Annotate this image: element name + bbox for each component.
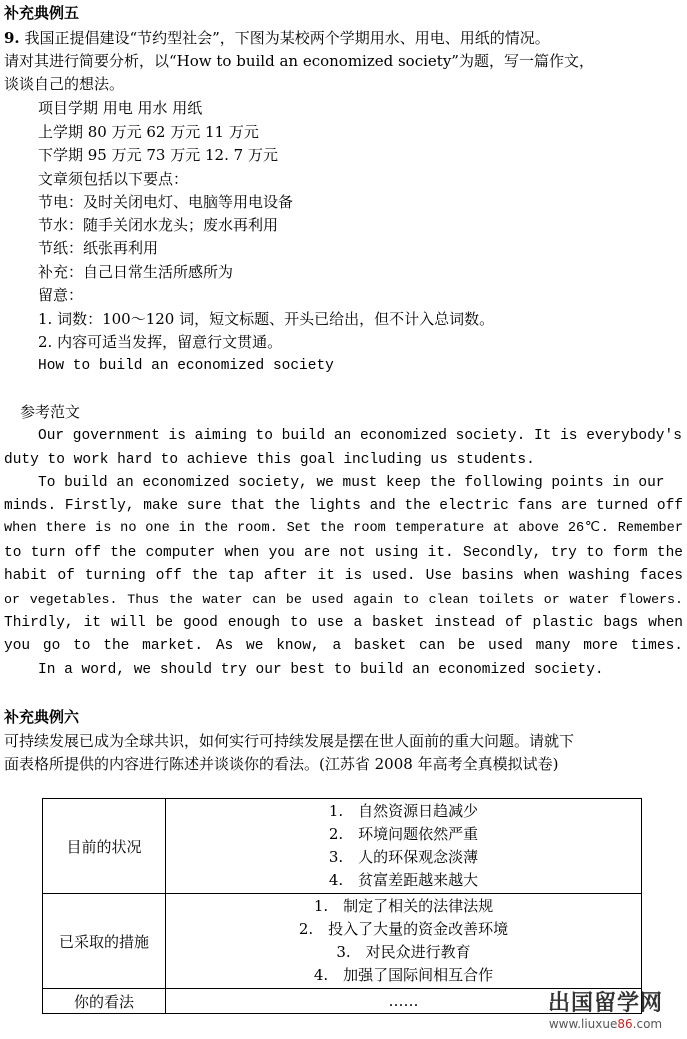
measures-items bbox=[166, 894, 642, 989]
example6-heading: 补充典例六 bbox=[4, 708, 80, 726]
current-situation-items bbox=[166, 799, 642, 894]
model-essay-label: 参考范文 bbox=[20, 403, 81, 421]
note-content: 2. 内容可适当发挥，留意行文贯通。 bbox=[38, 333, 283, 351]
list-item: 4. 加强了国际间相互合作 bbox=[313, 966, 494, 984]
list-item: 2. 环境问题依然严重 bbox=[328, 825, 479, 843]
table-row bbox=[43, 894, 642, 989]
list-item: 3. 人的环保观念淡薄 bbox=[328, 848, 479, 866]
usage-row-second-term: 下学期 95 万元 73 万元 12. 7 万元 bbox=[38, 146, 278, 164]
points-intro: 文章须包括以下要点： bbox=[38, 170, 189, 188]
example6-intro-2: 面表格所提供的内容进行陈述并谈谈你的看法。(江苏省 2008 年高考全真模拟试卷) bbox=[4, 755, 559, 773]
model-line: you go to the market. As we know, a basket can be used many more times. bbox=[4, 638, 683, 654]
list-item: 2. 投入了大量的资金改善环境 bbox=[298, 920, 509, 938]
table-row bbox=[43, 799, 642, 894]
point-supplement: 补充：自己日常生活所感所为 bbox=[38, 263, 234, 281]
note-word-count: 1. 词数：100～120 词，短文标题、开头已给出，但不计入总词数。 bbox=[38, 310, 495, 328]
example5-heading: 补充典例五 bbox=[4, 4, 80, 22]
model-line: to turn off the computer when you are not using it. Secondly, try to form the bbox=[4, 545, 683, 561]
watermark-title: 出国留学网 bbox=[547, 991, 663, 1016]
model-line: To build an economized society, we must keep the following points in our bbox=[38, 475, 665, 491]
site-watermark bbox=[548, 986, 663, 1031]
question-line-3: 谈谈自己的想法。 bbox=[4, 75, 125, 93]
question-line-2: 请对其进行简要分析，以“How to build an economized society”为题，写一篇作文， bbox=[4, 52, 594, 70]
question-number: 9. bbox=[4, 29, 20, 47]
list-item: 3. 对民众进行教育 bbox=[336, 943, 471, 961]
usage-row-first-term: 上学期 80 万元 62 万元 11 万元 bbox=[38, 123, 259, 141]
point-electricity: 节电：及时关闭电灯、电脑等用电设备 bbox=[38, 193, 294, 211]
model-line: minds. Firstly, make sure that the lights and the electric fans are turned off bbox=[4, 498, 683, 514]
example6-intro-1: 可持续发展已成为全球共识，如何实行可持续发展是摆在世人面前的重大问题。请就下 bbox=[4, 732, 575, 750]
model-line: or vegetables. Thus the water can be used again to clean toilets or water flowers. bbox=[4, 592, 683, 607]
model-line: In a word, we should try our best to build an economized society. bbox=[38, 662, 604, 678]
question-line-1: 9. 我国正提倡建设“节约型社会”，下图为某校两个学期用水、用电、用纸的情况。 bbox=[4, 29, 550, 47]
list-item: 1. 制定了相关的法律法规 bbox=[313, 897, 494, 915]
list-item: 1. 自然资源日趋减少 bbox=[328, 802, 479, 820]
row-label-measures-taken: 已采取的措施 bbox=[43, 894, 166, 989]
point-water: 节水：随手关闭水龙头；废水再利用 bbox=[38, 216, 279, 234]
opinion-value: …… bbox=[166, 989, 642, 1014]
model-line: Thirdly, it will be good enough to use a basket instead of plastic bags when bbox=[4, 615, 683, 631]
list-item: 4. 贫富差距越来越大 bbox=[328, 871, 479, 889]
row-label-current-situation: 目前的状况 bbox=[43, 799, 166, 894]
row-label-your-opinion: 你的看法 bbox=[43, 989, 166, 1014]
model-line: duty to work hard to achieve this goal including us students. bbox=[4, 452, 535, 468]
usage-table-header: 项目学期 用电 用水 用纸 bbox=[38, 99, 203, 117]
notes-intro: 留意： bbox=[38, 286, 84, 304]
point-paper: 节纸：纸张再利用 bbox=[38, 239, 159, 257]
model-line: Our government is aiming to build an economized society. It is everybody's bbox=[38, 428, 682, 444]
watermark-url: www.liuxue86.com bbox=[548, 1017, 663, 1031]
model-line: habit of turning off the tap after it is used. Use basins when washing faces bbox=[4, 568, 683, 584]
model-line: when there is no one in the room. Set the room temperature at above 26℃. Remember bbox=[4, 521, 683, 536]
sustainability-table bbox=[42, 798, 642, 1014]
essay-title: How to build an economized society bbox=[38, 358, 334, 374]
